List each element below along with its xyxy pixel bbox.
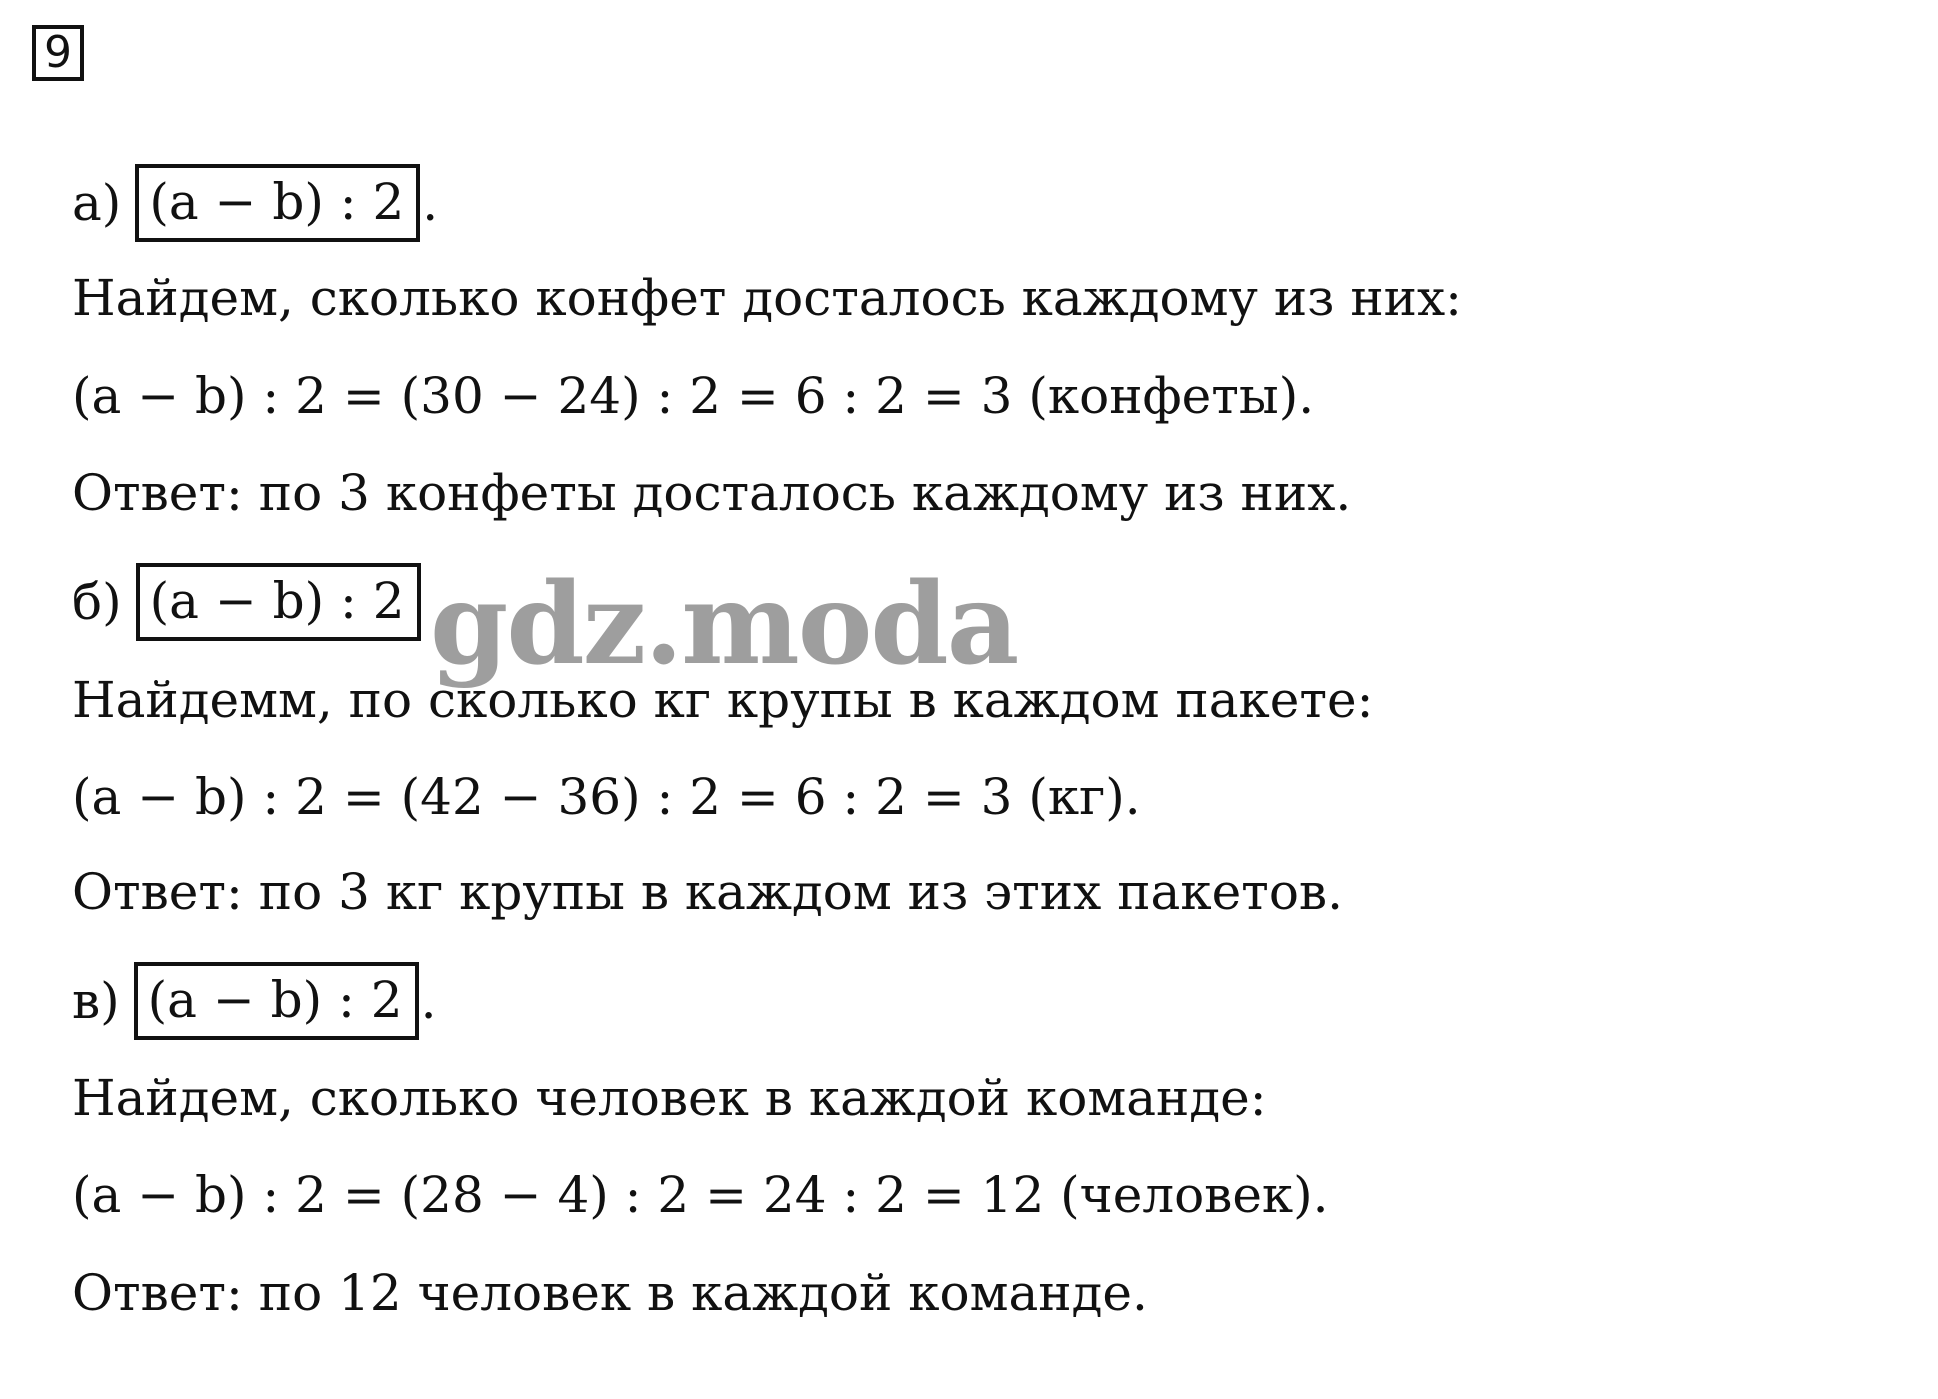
part-c-letter: в) — [72, 972, 120, 1030]
part-b-line-3: Ответ: по 3 кг крупы в каждом из этих пакетов. — [72, 863, 1343, 921]
part-a-answer-box: (a − b) : 2 — [135, 164, 420, 242]
part-b-answer-box: (a − b) : 2 — [136, 563, 421, 641]
part-a-letter: а) — [72, 174, 122, 232]
part-a-period: . — [422, 174, 439, 232]
part-c-line-2: (a − b) : 2 = (28 − 4) : 2 = 24 : 2 = 12 (человек). — [72, 1166, 1329, 1224]
part-a-line-1: Найдем, сколько конфет досталось каждому из них: — [72, 269, 1463, 327]
part-c-header — [72, 962, 437, 1040]
part-c-period: . — [420, 972, 437, 1030]
watermark: gdz.moda — [430, 559, 1018, 690]
part-b-letter: б) — [72, 573, 122, 631]
part-b-line-2: (a − b) : 2 = (42 − 36) : 2 = 6 : 2 = 3 (кг). — [72, 768, 1141, 826]
part-a-header — [72, 164, 438, 242]
part-c-line-3: Ответ: по 12 человек в каждой команде. — [72, 1264, 1148, 1322]
part-c-answer-box: (a − b) : 2 — [134, 962, 419, 1040]
part-a-line-2: (a − b) : 2 = (30 − 24) : 2 = 6 : 2 = 3 (конфеты). — [72, 367, 1315, 425]
part-b-line-1: Найдемм, по сколько кг крупы в каждом пакете: — [72, 671, 1374, 729]
task-number: 9 — [32, 25, 84, 81]
part-c-line-1: Найдем, сколько человек в каждой команде: — [72, 1069, 1267, 1127]
part-b-header — [72, 563, 421, 641]
part-a-line-3: Ответ: по 3 конфеты досталось каждому из них. — [72, 464, 1352, 522]
